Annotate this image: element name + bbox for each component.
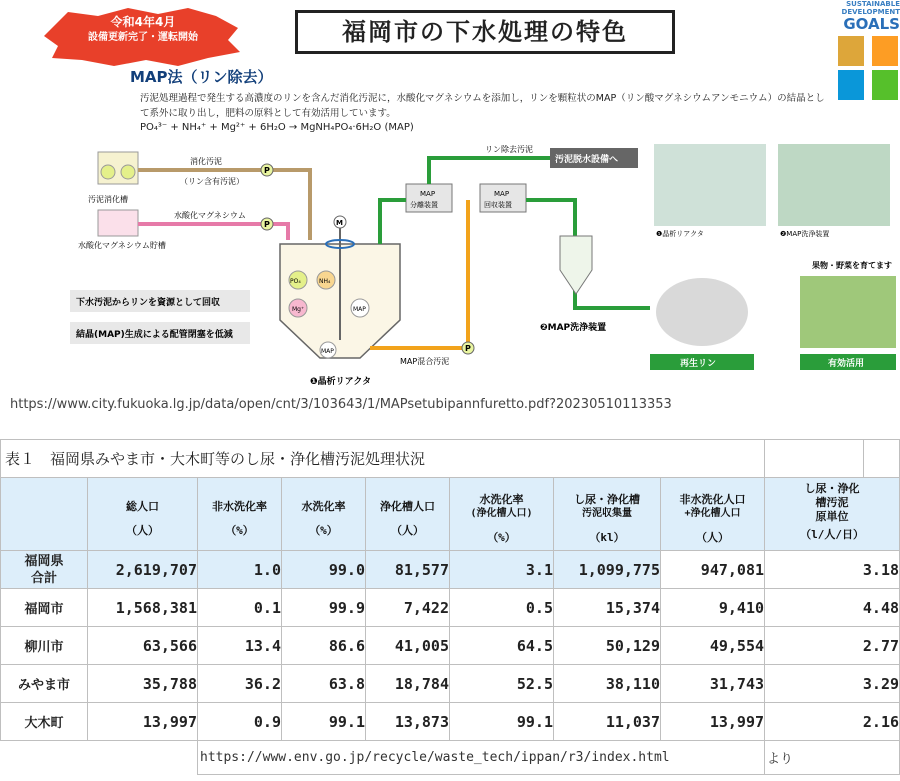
table-row: 大木町 13,997 0.9 99.1 13,873 99.1 11,037 13,997 2.16 bbox=[1, 703, 900, 741]
svg-text:回収装置: 回収装置 bbox=[484, 201, 512, 209]
svg-text:MAP: MAP bbox=[353, 306, 366, 313]
svg-text:P: P bbox=[264, 220, 270, 229]
svg-text:MAP: MAP bbox=[494, 190, 510, 198]
svg-text:NH₄: NH₄ bbox=[319, 278, 331, 285]
row-name: 福岡県 合計 bbox=[1, 551, 88, 589]
sdgs-logo: SUSTAINABLE DEVELOPMENT GOALS bbox=[838, 0, 900, 32]
map-mixed-sludge-label: MAP混合汚泥 bbox=[400, 357, 450, 366]
poster-source-url: https://www.city.fukuoka.lg.jp/data/open/cnt/3/103643/1/MAPsetubipannfuretto.pdf?20230510113353 bbox=[10, 397, 672, 412]
svg-text:Mg⁺: Mg⁺ bbox=[292, 306, 305, 313]
header-flush-rate-septic: 水洗化率 (浄化槽人口) （%） bbox=[450, 478, 554, 551]
sdg-tile-2-icon bbox=[838, 36, 864, 66]
process-diagram bbox=[70, 140, 900, 390]
table-source-suffix: より bbox=[765, 741, 900, 775]
mg-tank bbox=[98, 210, 138, 236]
poster-title: 福岡市の下水処理の特色 bbox=[295, 10, 675, 54]
crops-label: 果物・野菜を育てます bbox=[812, 261, 892, 270]
header-collection-volume: し尿・浄化槽 汚泥収集量 （kl） bbox=[554, 478, 661, 551]
sdg-tile-15-icon bbox=[872, 70, 898, 100]
sdg-tile-14-icon bbox=[838, 70, 864, 100]
chemical-formula: PO₄³⁻ + NH₄⁺ + Mg²⁺ + 6H₂O → MgNH₄PO₄·6H₂O (MAP) bbox=[140, 122, 414, 133]
recycled-phosphorus-image bbox=[656, 278, 748, 346]
table-row: 柳川市 63,566 13.4 86.6 41,005 64.5 50,129 49,554 2.77 bbox=[1, 627, 900, 665]
usage-label: 有効活用 bbox=[828, 359, 865, 369]
mg-tank-label: 水酸化マグネシウム貯槽 bbox=[78, 241, 166, 250]
washer-label: ❷MAP洗浄装置 bbox=[540, 323, 607, 333]
header-flush-rate: 水洗化率 （%） bbox=[282, 478, 366, 551]
svg-text:M: M bbox=[336, 219, 343, 227]
crops-image bbox=[800, 276, 896, 348]
row-name: 福岡市 bbox=[1, 589, 88, 627]
washer-photo bbox=[778, 144, 890, 226]
header-non-flush-rate: 非水洗化率 （%） bbox=[198, 478, 282, 551]
table-row: 福岡市 1,568,381 0.1 99.9 7,422 0.5 15,374 9,410 4.48 bbox=[1, 589, 900, 627]
recycled-phosphorus-label: 再生リン bbox=[680, 359, 717, 369]
header-total-population: 総人口 （人） bbox=[88, 478, 198, 551]
svg-text:PO₄: PO₄ bbox=[290, 278, 301, 285]
map-washer bbox=[560, 236, 592, 294]
table-row: 福岡県 合計 2,619,707 1.0 99.0 81,577 3.1 1,099,775 947,081 3.18 bbox=[1, 551, 900, 589]
reactor-photo bbox=[654, 144, 766, 226]
reactor-label: ❶晶析リアクタ bbox=[310, 377, 372, 387]
header-corner bbox=[1, 478, 88, 551]
mg-flow-label: 水酸化マグネシウム bbox=[174, 211, 246, 220]
row-name: 大木町 bbox=[1, 703, 88, 741]
table-header-row bbox=[1, 478, 900, 551]
dewatering-label: 汚泥脱水設備へ bbox=[555, 155, 619, 165]
note-reduce-clogging: 結晶(MAP)生成による配管閉塞を低減 bbox=[76, 330, 233, 340]
phosphorus-removed-sludge-label: リン除去汚泥 bbox=[485, 145, 533, 154]
map-method-heading: MAP法（リン除去） bbox=[130, 68, 273, 86]
sludge-table bbox=[0, 439, 900, 775]
table-caption: 表１ 福岡県みやま市・大木町等のし尿・浄化槽汚泥処理状況 bbox=[1, 440, 765, 478]
svg-text:❷MAP洗浄装置: ❷MAP洗浄装置 bbox=[780, 230, 830, 238]
table-source-url: https://www.env.go.jp/recycle/waste_tech/ippan/r3/index.html bbox=[198, 741, 765, 775]
note-recover-phosphorus: 下水汚泥からリンを資源として回収 bbox=[76, 298, 221, 308]
map-method-description: 汚泥処理過程で発生する高濃度のリンを含んだ消化汚泥に，水酸化マグネシウムを添加し，リンを顆粒状のMAP（リン酸マグネシウムアンモニウム）の結晶として系外に取り出し，肥料の原料として有効活用しています。 bbox=[140, 93, 825, 119]
header-septic-population: 浄化槽人口 （人） bbox=[366, 478, 450, 551]
svg-text:分離装置: 分離装置 bbox=[410, 201, 438, 209]
svg-text:MAP: MAP bbox=[420, 190, 436, 198]
badge-text: 令和4年4月 設備更新完了・運転開始 bbox=[88, 15, 198, 43]
svg-text:P: P bbox=[264, 166, 270, 175]
svg-text:MAP: MAP bbox=[321, 348, 334, 355]
row-name: みやま市 bbox=[1, 665, 88, 703]
digestion-tank-label: 汚泥消化槽 bbox=[88, 195, 128, 204]
row-name: 柳川市 bbox=[1, 627, 88, 665]
sdg-tile-11-icon bbox=[872, 36, 898, 66]
digested-sludge-sub: （リン含有汚泥） bbox=[180, 177, 244, 186]
digested-sludge-label: 消化汚泥 bbox=[190, 157, 222, 166]
table-row: みやま市 35,788 36.2 63.8 18,784 52.5 38,110 31,743 3.29 bbox=[1, 665, 900, 703]
table-footer-row bbox=[1, 741, 900, 775]
header-unit-per-person: し尿・浄化 槽汚泥 原単位 （l/人/日） bbox=[765, 478, 900, 551]
svg-text:P: P bbox=[465, 344, 471, 353]
header-non-flush-plus-septic: 非水洗化人口 +浄化槽人口 （人） bbox=[661, 478, 765, 551]
svg-text:❶晶析リアクタ: ❶晶析リアクタ bbox=[656, 230, 704, 238]
